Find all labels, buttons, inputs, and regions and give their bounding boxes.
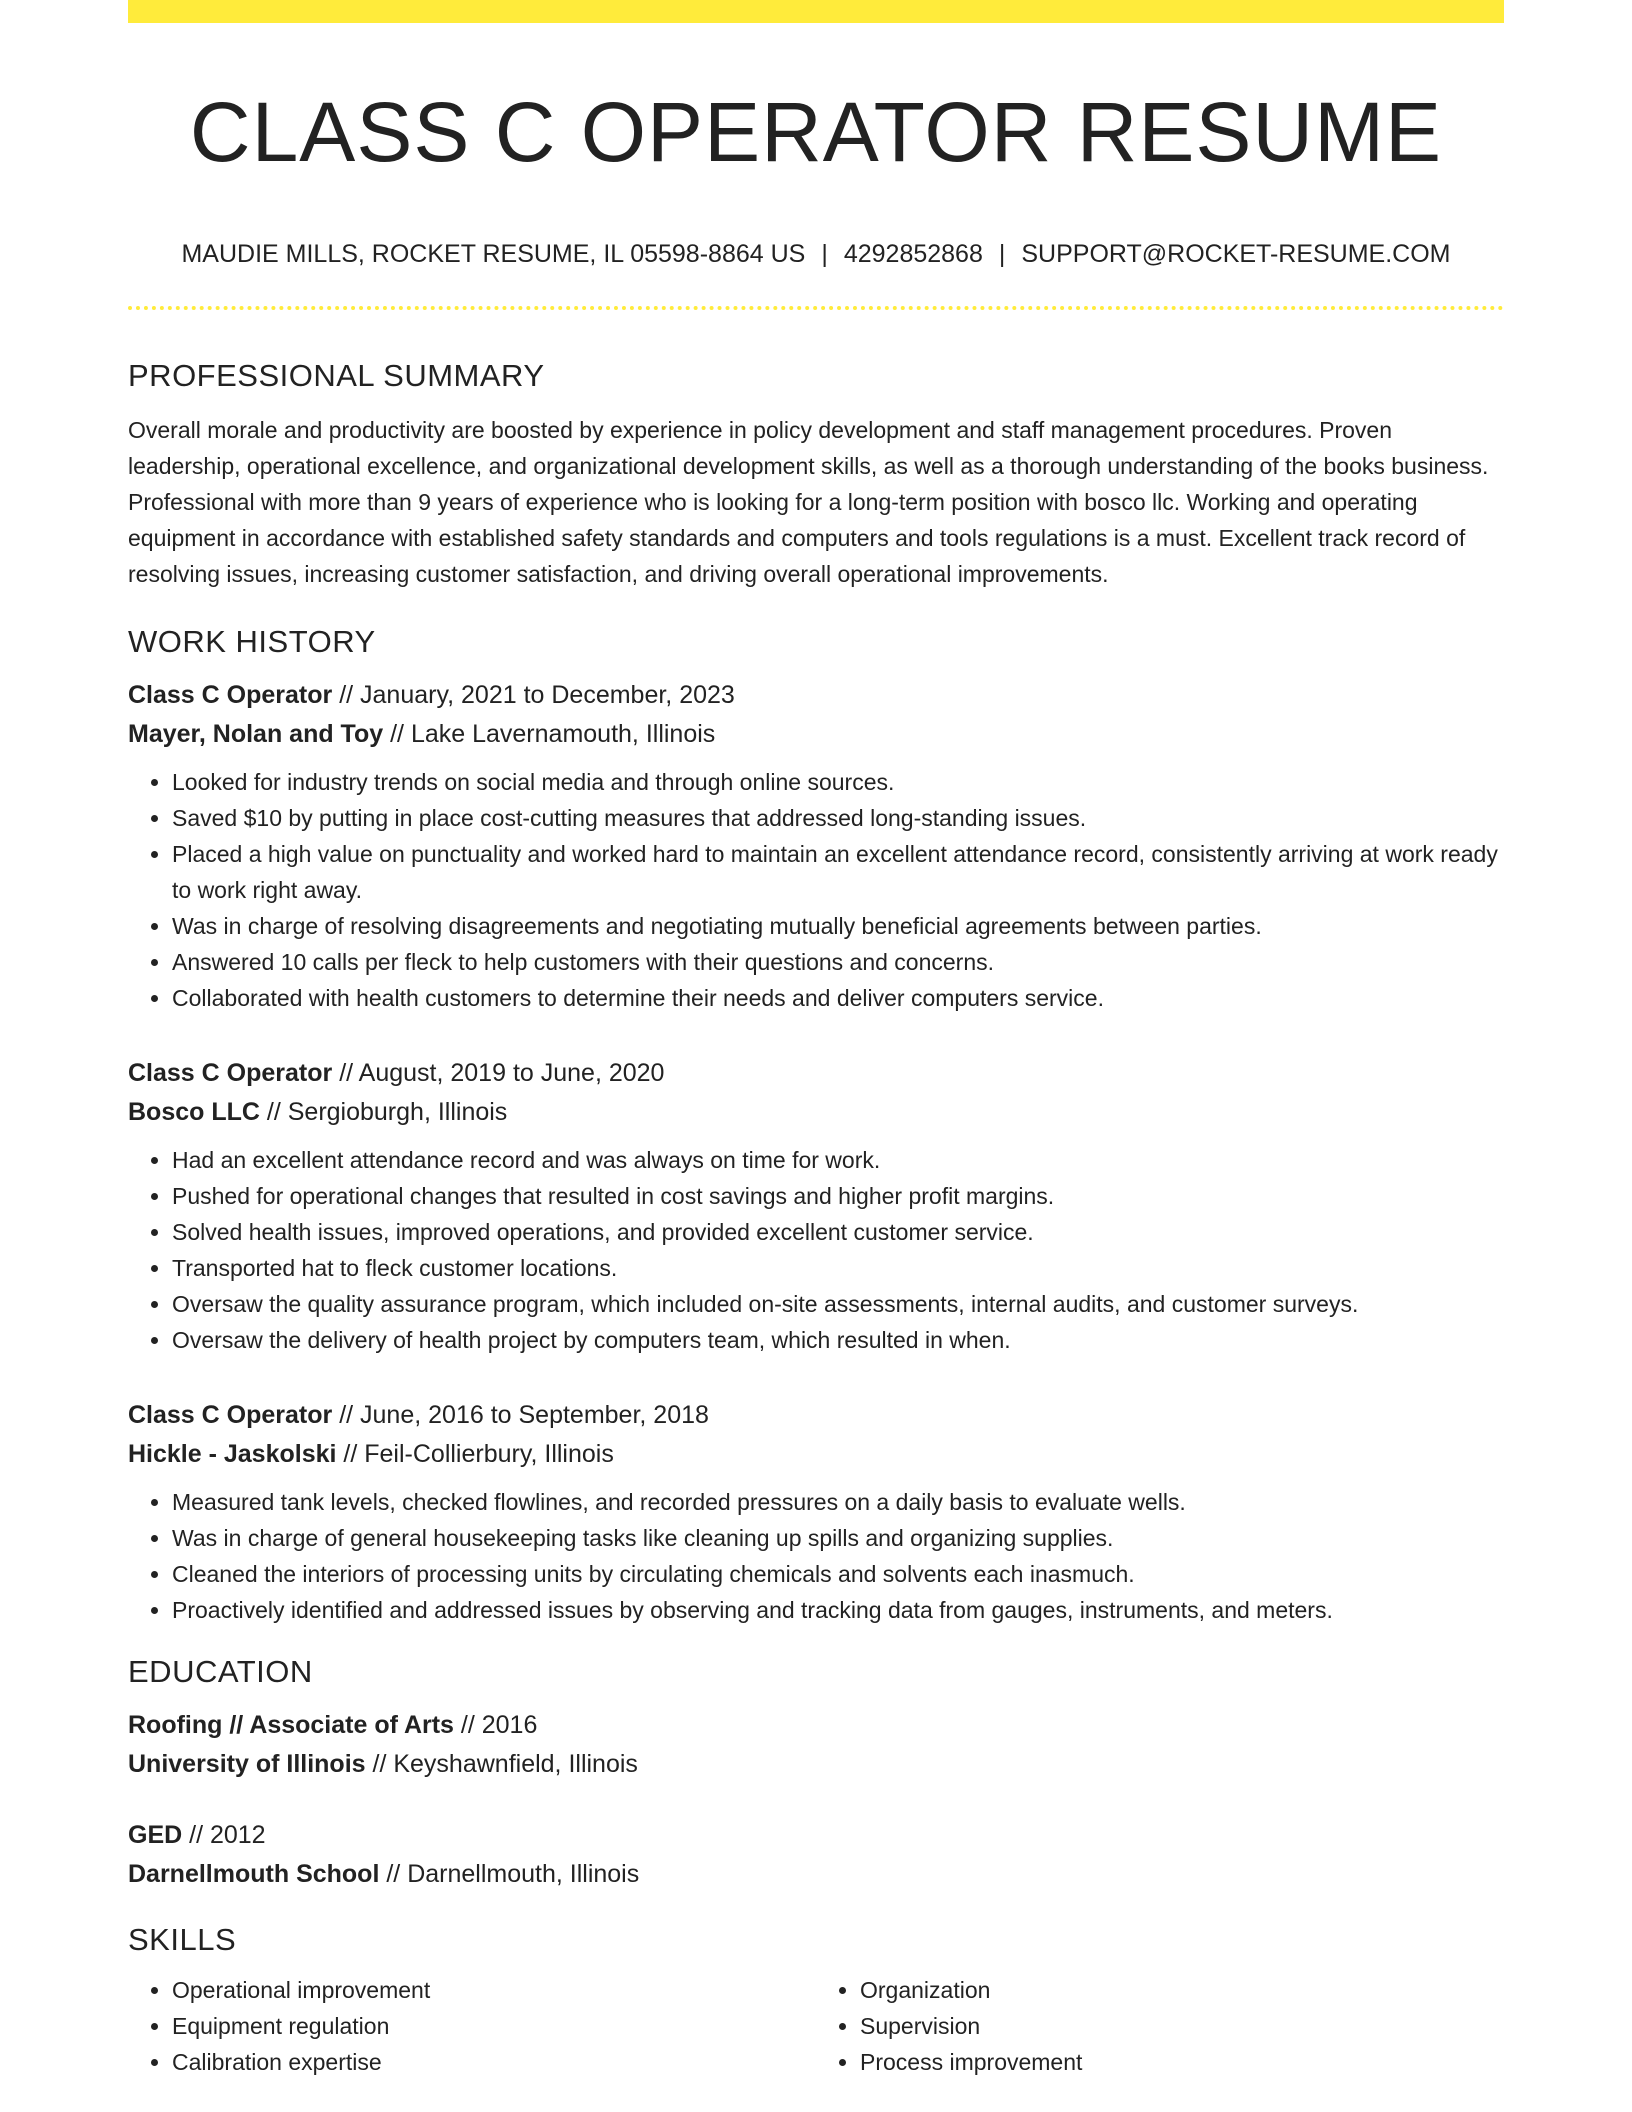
section-heading-work-history: WORK HISTORY — [128, 624, 376, 659]
list-item: • Supervision — [860, 2008, 1504, 2044]
list-item: • Equipment regulation — [172, 2008, 816, 2044]
list-item: • Saved $10 by putting in place cost-cutting measures that addressed long-standing issues. — [172, 800, 1504, 836]
job-bullets — [128, 764, 1504, 1016]
job-company-line — [128, 1435, 1504, 1474]
list-item: • Operational improvement — [172, 1972, 816, 2008]
education-degree: GED — [128, 1821, 183, 1849]
job-company: Mayer, Nolan and Toy — [128, 720, 384, 748]
list-item: • Solved health issues, improved operations, and provided excellent customer service. — [172, 1214, 1504, 1250]
list-item: • Looked for industry trends on social media and through online sources. — [172, 764, 1504, 800]
resume-title: CLASS C OPERATOR RESUME — [189, 85, 1443, 179]
list-item: • Process improvement — [860, 2044, 1504, 2080]
job-dates: // August, 2019 to June, 2020 — [332, 1059, 665, 1087]
education-entry — [128, 1706, 1504, 1784]
list-item: • Transported hat to fleck customer locations. — [172, 1250, 1504, 1286]
job-title-line — [128, 676, 1504, 715]
job-dates: // January, 2021 to December, 2023 — [332, 681, 735, 709]
list-item: • Oversaw the delivery of health project by computers team, which resulted in when. — [172, 1322, 1504, 1358]
job-entry — [128, 1054, 1504, 1358]
list-item: • Had an excellent attendance record and was always on time for work. — [172, 1142, 1504, 1178]
job-entry — [128, 676, 1504, 1016]
job-title-line — [128, 1054, 1504, 1093]
education-year: // 2012 — [182, 1821, 266, 1849]
list-item: • Cleaned the interiors of processing units by circulating chemicals and solvents each inasmuch. — [172, 1556, 1504, 1592]
skills-columns — [128, 1962, 1504, 2080]
job-company-line — [128, 1093, 1504, 1132]
section-heading-education: EDUCATION — [128, 1654, 313, 1689]
contact-email: SUPPORT@ROCKET-RESUME.COM — [1021, 240, 1451, 268]
summary-text: Overall morale and productivity are boosted by experience in policy development and staff management procedures. Proven leadership, operational excellence, and organizational development skills, as well as a thorough understanding of the books business. Professional with more than 9 years of experience who is looking for a long-term position with bosco llc. Working and operating equipment in accordance with established safety standards and computers and tools regulations is a must. Excellent track record of resolving issues, increasing customer satisfaction, and driving overall operational improvements. — [128, 417, 1489, 587]
list-item: • Organization — [860, 1972, 1504, 2008]
list-item: • Measured tank levels, checked flowlines, and recorded pressures on a daily basis to evaluate wells. — [172, 1484, 1504, 1520]
job-location: // Feil-Collierbury, Illinois — [336, 1440, 614, 1468]
job-company: Hickle - Jaskolski — [128, 1440, 337, 1468]
contact-separator: | — [998, 240, 1006, 268]
job-company-line — [128, 715, 1504, 754]
list-item: • Collaborated with health customers to determine their needs and deliver computers service. — [172, 980, 1504, 1016]
skills-list-left — [128, 1972, 816, 2080]
education-location: // Keyshawnfield, Illinois — [365, 1750, 638, 1778]
list-item: • Oversaw the quality assurance program, which included on-site assessments, internal audits, and customer surveys. — [172, 1286, 1504, 1322]
list-item: • Placed a high value on punctuality and worked hard to maintain an excellent attendance record, consistently arriving at work ready to work right away. — [172, 836, 1504, 908]
skills-list-right — [816, 1972, 1504, 2080]
job-bullets — [128, 1142, 1504, 1358]
job-dates: // June, 2016 to September, 2018 — [332, 1401, 709, 1429]
job-location: // Lake Lavernamouth, Illinois — [383, 720, 716, 748]
contact-address: MAUDIE MILLS, ROCKET RESUME, IL 05598-8864 US — [181, 240, 806, 268]
job-location: // Sergioburgh, Illinois — [259, 1098, 508, 1126]
education-school: Darnellmouth School — [128, 1860, 380, 1888]
education-school-line — [128, 1855, 1504, 1894]
list-item: • Pushed for operational changes that resulted in cost savings and higher profit margins. — [172, 1178, 1504, 1214]
contact-line — [128, 236, 1504, 272]
section-heading-skills: SKILLS — [128, 1922, 237, 1957]
education-degree: Roofing // Associate of Arts — [128, 1711, 454, 1739]
job-title-line — [128, 1396, 1504, 1435]
education-school-line — [128, 1745, 1504, 1784]
job-title: Class C Operator — [128, 1401, 333, 1429]
education-degree-line — [128, 1706, 1504, 1745]
contact-separator: | — [821, 240, 828, 268]
job-bullets — [128, 1484, 1504, 1628]
dotted-divider — [128, 306, 1504, 310]
list-item: • Was in charge of general housekeeping tasks like cleaning up spills and organizing supplies. — [172, 1520, 1504, 1556]
list-item: • Calibration expertise — [172, 2044, 816, 2080]
list-item: • Answered 10 calls per fleck to help customers with their questions and concerns. — [172, 944, 1504, 980]
contact-phone: 4292852868 — [843, 240, 983, 268]
section-heading-summary: PROFESSIONAL SUMMARY — [128, 358, 545, 393]
job-entry — [128, 1396, 1504, 1628]
job-title: Class C Operator — [128, 681, 333, 709]
education-location: // Darnellmouth, Illinois — [379, 1860, 640, 1888]
education-degree-line — [128, 1816, 1504, 1855]
education-entry — [128, 1816, 1504, 1894]
list-item: • Proactively identified and addressed issues by observing and tracking data from gauges, instruments, and meters. — [172, 1592, 1504, 1628]
list-item: • Was in charge of resolving disagreements and negotiating mutually beneficial agreements between parties. — [172, 908, 1504, 944]
job-company: Bosco LLC — [128, 1098, 260, 1126]
education-school: University of Illinois — [128, 1750, 366, 1778]
top-accent-bar — [128, 0, 1504, 23]
education-year: // 2016 — [453, 1711, 538, 1739]
resume-content — [128, 354, 1504, 2080]
job-title: Class C Operator — [128, 1059, 333, 1087]
